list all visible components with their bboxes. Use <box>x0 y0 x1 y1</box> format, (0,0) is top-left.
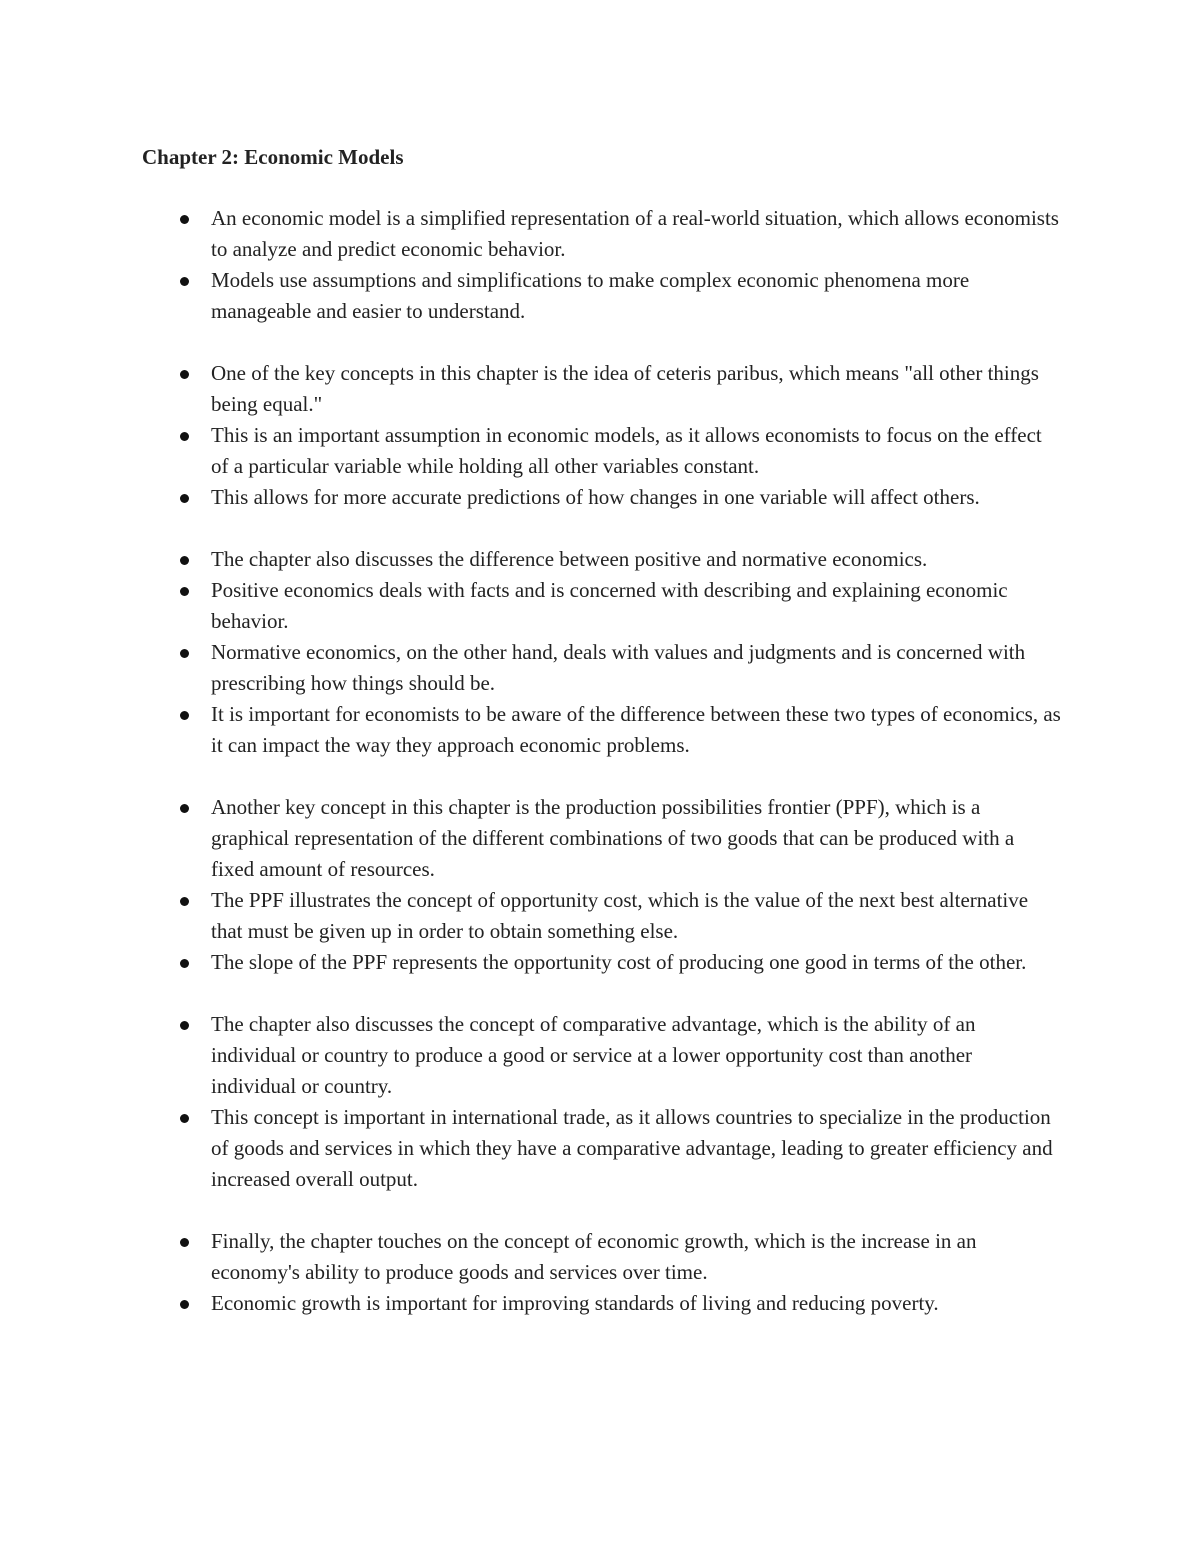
bullet-icon <box>180 432 189 441</box>
list-item-text: An economic model is a simplified representation of a real-world situation, which allows economists to analyze and predict economic behavior. <box>211 206 1059 261</box>
bullet-group <box>0 544 1200 761</box>
list-item-text: The PPF illustrates the concept of opportunity cost, which is the value of the next best alternative that must be given up in order to obtain something else. <box>211 888 1029 943</box>
bullet-icon <box>180 556 189 565</box>
list-item-text: Normative economics, on the other hand, deals with values and judgments and is concerned with prescribing how things should be. <box>211 640 1026 695</box>
list-item <box>0 792 1200 885</box>
bullet-icon <box>180 1238 189 1247</box>
list-item <box>0 358 1200 420</box>
bullet-icon <box>180 649 189 658</box>
list-item-text: One of the key concepts in this chapter is the idea of ceteris paribus, which means "all other things being equal." <box>211 361 1039 416</box>
bullet-group <box>0 792 1200 978</box>
list-item-text: Positive economics deals with facts and is concerned with describing and explaining economic behavior. <box>211 578 1008 633</box>
list-item <box>0 575 1200 637</box>
list-item-text: This allows for more accurate predictions of how changes in one variable will affect others. <box>211 485 980 509</box>
bullet-group <box>0 1226 1200 1319</box>
bullet-icon <box>180 277 189 286</box>
bullet-icon <box>180 587 189 596</box>
list-item <box>0 203 1200 265</box>
list-item <box>0 699 1200 761</box>
list-item-text: Models use assumptions and simplifications to make complex economic phenomena more manageable and easier to understand. <box>211 268 970 323</box>
bullet-icon <box>180 1300 189 1309</box>
list-item-text: Another key concept in this chapter is the production possibilities frontier (PPF), which is a graphical representation of the different combinations of two goods that can be produced with a fixed amount of resources. <box>211 795 1015 881</box>
list-item-text: This is an important assumption in economic models, as it allows economists to focus on the effect of a particular variable while holding all other variables constant. <box>211 423 1042 478</box>
list-item-text: Economic growth is important for improving standards of living and reducing poverty. <box>211 1291 939 1315</box>
chapter-title: Chapter 2: Economic Models <box>142 145 404 169</box>
bullet-icon <box>180 897 189 906</box>
list-item-text: It is important for economists to be aware of the difference between these two types of economics, as it can impact the way they approach economic problems. <box>211 702 1061 757</box>
bullet-icon <box>180 959 189 968</box>
list-item-text: This concept is important in international trade, as it allows countries to specialize in the production of goods and services in which they have a comparative advantage, leading to greater efficiency and increased overall output. <box>211 1105 1053 1191</box>
list-item <box>0 947 1200 978</box>
list-item <box>0 1009 1200 1102</box>
list-item <box>0 265 1200 327</box>
bullet-icon <box>180 1114 189 1123</box>
bullet-icon <box>180 1021 189 1030</box>
list-item-text: The chapter also discusses the difference between positive and normative economics. <box>211 547 928 571</box>
bullet-icon <box>180 370 189 379</box>
bullet-icon <box>180 215 189 224</box>
list-item <box>0 885 1200 947</box>
list-item <box>0 420 1200 482</box>
list-item <box>0 482 1200 513</box>
list-item <box>0 1288 1200 1319</box>
list-item-text: Finally, the chapter touches on the concept of economic growth, which is the increase in an economy's ability to produce goods and services over time. <box>211 1229 977 1284</box>
list-item <box>0 1226 1200 1288</box>
bullet-icon <box>180 711 189 720</box>
list-item-text: The chapter also discusses the concept of comparative advantage, which is the ability of an individual or country to produce a good or service at a lower opportunity cost than another individual or country. <box>211 1012 976 1098</box>
list-item <box>0 544 1200 575</box>
bullet-icon <box>180 494 189 503</box>
bullet-icon <box>180 804 189 813</box>
bullet-list-container <box>0 203 1200 1350</box>
list-item-text: The slope of the PPF represents the opportunity cost of producing one good in terms of the other. <box>211 950 1027 974</box>
list-item <box>0 1102 1200 1195</box>
bullet-group <box>0 358 1200 513</box>
bullet-group <box>0 1009 1200 1195</box>
bullet-group <box>0 203 1200 327</box>
list-item <box>0 637 1200 699</box>
